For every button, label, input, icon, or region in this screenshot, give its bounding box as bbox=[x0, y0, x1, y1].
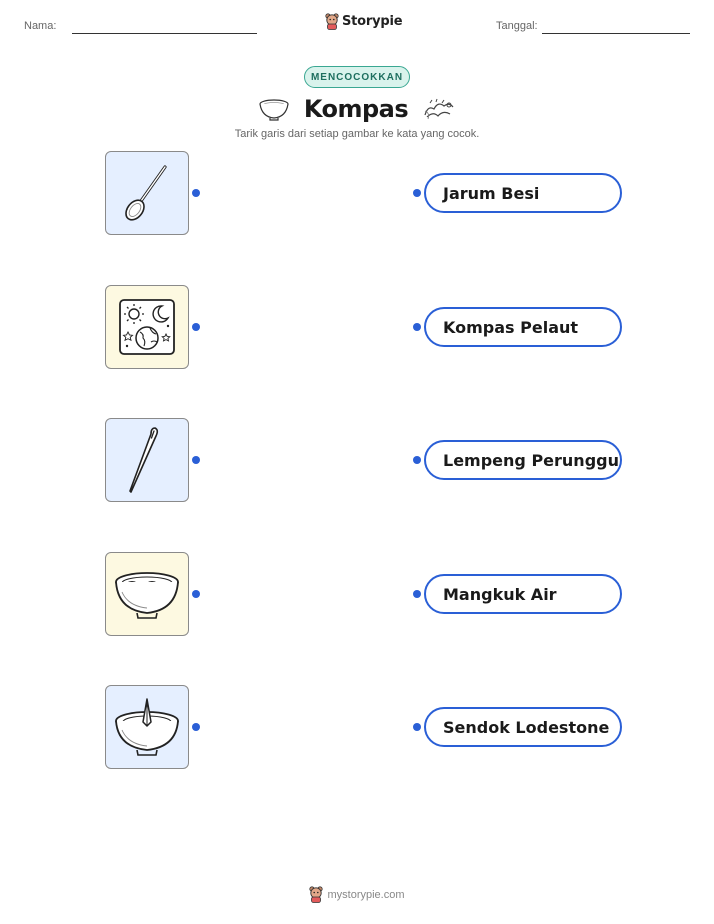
dragon-icon bbox=[422, 97, 456, 121]
date-label: Tanggal: bbox=[496, 20, 538, 32]
word-dot-3[interactable] bbox=[413, 456, 421, 464]
title-row bbox=[0, 92, 714, 126]
spoon-icon bbox=[115, 161, 179, 225]
picture-card-floating-needle-bowl[interactable] bbox=[105, 685, 189, 769]
date-line[interactable] bbox=[542, 33, 690, 34]
brand-name: Storypie bbox=[342, 14, 403, 29]
page-title: Kompas bbox=[303, 95, 409, 123]
activity-badge: MENCOCOKKAN bbox=[304, 66, 410, 88]
word-dot-1[interactable] bbox=[413, 189, 421, 197]
picture-card-sun-moon-earth[interactable] bbox=[105, 285, 189, 369]
picture-dot-3[interactable] bbox=[192, 456, 200, 464]
word-card-2[interactable]: Kompas Pelaut bbox=[424, 307, 622, 347]
mascot-icon bbox=[309, 886, 323, 903]
footer bbox=[0, 886, 714, 903]
name-line[interactable] bbox=[72, 33, 257, 34]
picture-card-water-bowl[interactable] bbox=[105, 552, 189, 636]
word-dot-5[interactable] bbox=[413, 723, 421, 731]
picture-card-spoon[interactable] bbox=[105, 151, 189, 235]
picture-dot-2[interactable] bbox=[192, 323, 200, 331]
picture-dot-1[interactable] bbox=[192, 189, 200, 197]
word-dot-4[interactable] bbox=[413, 590, 421, 598]
instructions: Tarik garis dari setiap gambar ke kata yang cocok. bbox=[234, 128, 480, 140]
word-card-1[interactable]: Jarum Besi bbox=[424, 173, 622, 213]
sun-moon-earth-icon bbox=[116, 296, 178, 358]
footer-url: mystorypie.com bbox=[327, 888, 405, 901]
mascot-icon bbox=[325, 13, 339, 30]
picture-card-needle[interactable] bbox=[105, 418, 189, 502]
needle-icon bbox=[115, 424, 179, 496]
picture-dot-5[interactable] bbox=[192, 723, 200, 731]
bowl-icon bbox=[258, 97, 290, 121]
picture-dot-4[interactable] bbox=[192, 590, 200, 598]
word-card-5[interactable]: Sendok Lodestone bbox=[424, 707, 622, 747]
word-card-4[interactable]: Mangkuk Air bbox=[424, 574, 622, 614]
brand-logo bbox=[325, 13, 402, 30]
word-dot-2[interactable] bbox=[413, 323, 421, 331]
name-label: Nama: bbox=[24, 20, 57, 32]
water-bowl-icon bbox=[112, 566, 182, 622]
floating-needle-bowl-icon bbox=[112, 695, 182, 759]
word-card-3[interactable]: Lempeng Perunggu bbox=[424, 440, 622, 480]
